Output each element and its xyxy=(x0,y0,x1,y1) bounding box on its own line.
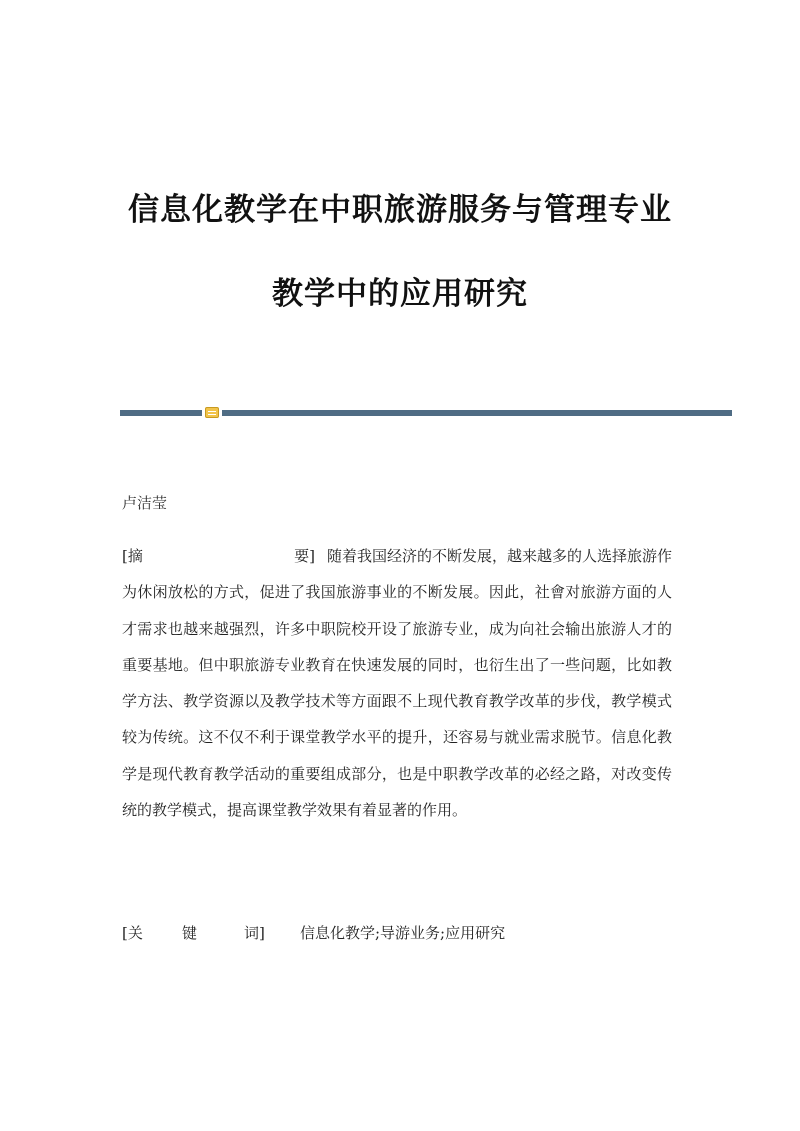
abstract-label xyxy=(122,538,327,574)
title-line-2: 教学中的应用研究 xyxy=(272,276,528,312)
abstract-paragraph xyxy=(122,538,672,828)
keywords-label xyxy=(122,922,300,943)
divider-bar-left xyxy=(120,410,202,416)
document-emblem-icon xyxy=(205,407,219,418)
keywords-label-part1: [关 xyxy=(122,924,143,942)
keywords-line xyxy=(122,922,505,943)
abstract-label-close: 要] xyxy=(294,547,315,565)
keywords-text: 信息化教学;导游业务;应用研究 xyxy=(300,924,506,942)
keywords-label-part2: 键 xyxy=(182,924,198,942)
abstract-label-open: [摘 xyxy=(122,547,143,565)
divider-bar-right xyxy=(222,410,732,416)
keywords-label-part3: 词] xyxy=(244,924,265,942)
author-name: 卢洁莹 xyxy=(122,494,168,512)
title-line-1: 信息化教学在中职旅游服务与管理专业 xyxy=(128,192,672,228)
title-divider xyxy=(120,407,732,419)
abstract-text: 随着我国经济的不断发展，越来越多的人选择旅游作为休闲放松的方式，促进了我国旅游事业的不断发展。因此，社會对旅游方面的人才需求也越来越强烈，许多中职院校开设了旅游专业，成为向社会输出旅游人才的重要基地。但中职旅游专业教育在快速发展的同时，也衍生出了一些问题，比如教学方法、教学资源以及教学技术等方面跟不上现代教育教学改革的步伐，教学模式较为传统。这不仅不利于课堂教学水平的提升，还容易与就业需求脱节。信息化教学是现代教育教学活动的重要组成部分，也是中职教学改革的必经之路，对改变传统的教学模式，提高课堂教学效果有着显著的作用。 xyxy=(122,547,673,820)
